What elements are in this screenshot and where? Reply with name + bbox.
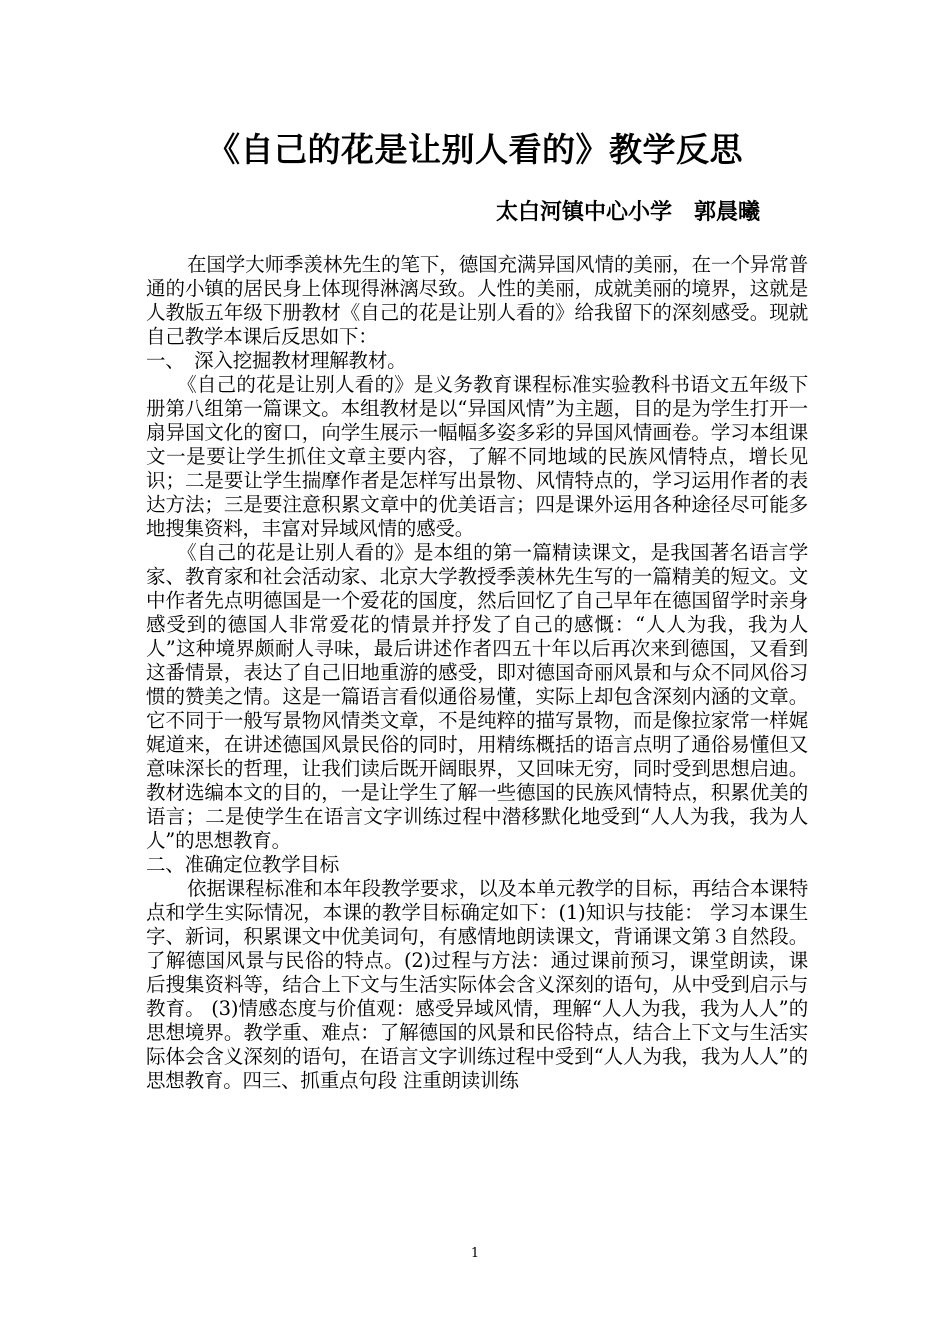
body-paragraph-2: 《自己的花是让别人看的》是本组的第一篇精读课文，是我国著名语言学家、教育家和社会活动家、北京大学教授季羡林先生写的一篇精美的短文。文中作者先点明德国是一个爱花的国度，然后回忆了自己早年在德国留学时亲身感受到的德国人非常爱花的情景并抒发了自己的感慨：“人人为我，我为人人”这种境界颇耐人寻味，最后讲述作者四五十年以后再次来到德国，又看到这番情景，表达了自己旧地重游的感受，即对德国奇丽风景和与众不同风俗习惯的赞美之情。这是一篇语言看似通俗易懂，实际上却包含深刻内涵的文章。它不同于一般写景物风情类文章，不是纯粹的描写景物，而是像拉家常一样娓娓道来，在讲述德国风景民俗的同时，用精练概括的语言点明了通俗易懂但又意味深长的哲理，让我们读后既开阔眼界，又回味无穷，同时受到思想启迪。教材选编本文的目的，一是让学生了解一些德国的民族风情特点，积累优美的语言；二是使学生在语言文字训练过程中潜移默化地受到“人人为我，我为人人”的思想教育。 — [146, 541, 808, 852]
author-line — [400, 198, 760, 228]
section-heading-1: 一、 深入挖掘教材理解教材。 — [146, 349, 407, 372]
page-number: 1 — [470, 1246, 480, 1261]
body-paragraph-1: 《自己的花是让别人看的》是义务教育课程标准实验教科书语文五年级下册第八组第一篇课文。本组教材是以“异国风情”为主题，目的是为学生打开一扇异国文化的窗口，向学生展示一幅幅多姿多彩的异国风情画卷。学习本组课文一是要让学生抓住文章主要内容，了解不同地域的民族风情特点，增长见识；二是要让学生揣摩作者是怎样写出景物、风情特点的，学习运用作者的表达方法；三是要注意积累文章中的优美语言；四是课外运用各种途径尽可能多地搜集资料，丰富对异域风情的感受。 — [146, 373, 808, 540]
document-title: 《自己的花是让别人看的》教学反思 — [207, 130, 743, 169]
body-paragraph-3: 依据课程标准和本年段教学要求，以及本单元教学的目标，再结合本课特点和学生实际情况，本课的教学目标确定如下：(1)知识与技能： 学习本课生字、新词，积累课文中优美词句，有感情地朗读课文，背诵课文第３自然段。了解德国风景与民俗的特点。(2)过程与方法：通过课前预习，课堂朗读，课后搜集资料等，结合上下文与生活实际体会含义深刻的语句，从中受到启示与教育。 (3)情感态度与价值观：感受异域风情，理解“人人为我，我为人人”的思想境界。教学重、难点：了解德国的风景和民俗特点，结合上下文与生活实际体会含义深刻的语句，在语言文字训练过程中受到“人人为我，我为人人”的思想教育。四三、抓重点句段 注重朗读训练 — [146, 877, 808, 1092]
document-body — [146, 253, 808, 1093]
intro-paragraph: 在国学大师季羡林先生的笔下，德国充满异国风情的美丽，在一个异常普通的小镇的居民身上体现得淋漓尽致。人性的美丽，成就美丽的境界，这就是人教版五年级下册教材《自己的花是让别人看的》给我留下的深刻感受。现就自己教学本课后反思如下： — [146, 253, 808, 348]
author-name: 郭晨曦 — [693, 200, 760, 225]
author-school: 太白河镇中心小学 — [495, 200, 672, 225]
section-heading-2: 二、准确定位教学目标 — [146, 853, 340, 876]
